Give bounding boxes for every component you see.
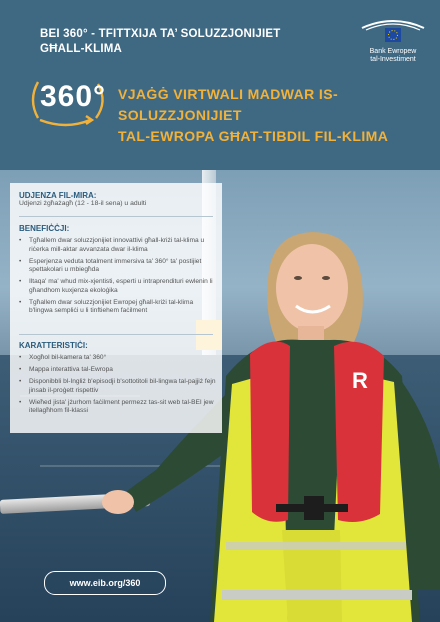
badge-text: 360°	[40, 80, 107, 113]
logo-line-1: Bank Ewropew	[369, 48, 417, 55]
eib-logo[interactable]	[356, 14, 430, 72]
list-item: • Iltaqa' ma' whud mix-xjentisti, esperti u intraprendituri ewlenin li għandhom kuxjenza ekoloġika	[19, 278, 217, 295]
kicker-title	[40, 27, 340, 57]
divider	[19, 216, 213, 217]
header-band	[0, 0, 440, 170]
audience-text: Udjenzi żgħażagħ (12 - 18-il sena) u adulti	[19, 200, 147, 207]
list-item: • Tgħallem dwar soluzzjonijiet innovattivi għall-kriżi tal-klima u riċerka mill-aktar avvanzata dwar il-klima	[19, 237, 217, 254]
benefits-list	[19, 237, 217, 319]
audience-title: UDJENZA FIL-MIRA:	[19, 191, 97, 200]
eib-logo-icon	[356, 14, 430, 48]
kicker-line-2: GĦALL-KLIMA	[40, 43, 123, 55]
info-panel	[10, 183, 222, 433]
list-item: • Disponibbli bl-Ingliż b'episodji b'sottotitoli bil-lingwa tal-pajjiż fejn jinsab il-proġett rispettiv	[19, 378, 217, 395]
features-list	[19, 354, 217, 419]
badge-360	[26, 72, 110, 130]
svg-text:R: R	[352, 368, 368, 393]
website-link[interactable]: www.eib.org/360	[44, 571, 166, 595]
features-title: KARATTERISTIĊI:	[19, 341, 88, 350]
list-item: • Tgħallem dwar soluzzjonijiet Ewropej għall-kriżi tal-klima b'lingwa sempliċi u li tinftiehem faċilment	[19, 299, 217, 316]
logo-text	[356, 48, 430, 64]
list-item: • Esperjenza veduta totalment immersiva ta' 360° ta' postijiet spettakolari u mbiegħda	[19, 258, 217, 275]
list-item: • Wieħed jista' jżurhom faċilment permezz tas-sit web tal-BEI jew itellagħhom fil-klassi	[19, 399, 217, 416]
headline-line-1: VJAĠĠ VIRTWALI MADWAR IS-SOLUZZJONIJIET	[118, 86, 338, 123]
list-item: • Mappa interattiva tal-Ewropa	[19, 366, 217, 375]
list-item: • Xogħol bil-kamera ta' 360°	[19, 354, 217, 363]
benefits-title: BENEFIĊĊJI:	[19, 224, 70, 233]
divider	[19, 334, 213, 335]
headline-line-2: TAL-EWROPA GĦAT-TIBDIL FIL-KLIMA	[118, 128, 389, 144]
logo-line-2: tal-Investiment	[370, 56, 416, 63]
kicker-line-1: BEI 360° - TFITTXIJA TA’ SOLUZZJONIJIET	[40, 28, 281, 40]
headline	[118, 84, 436, 147]
